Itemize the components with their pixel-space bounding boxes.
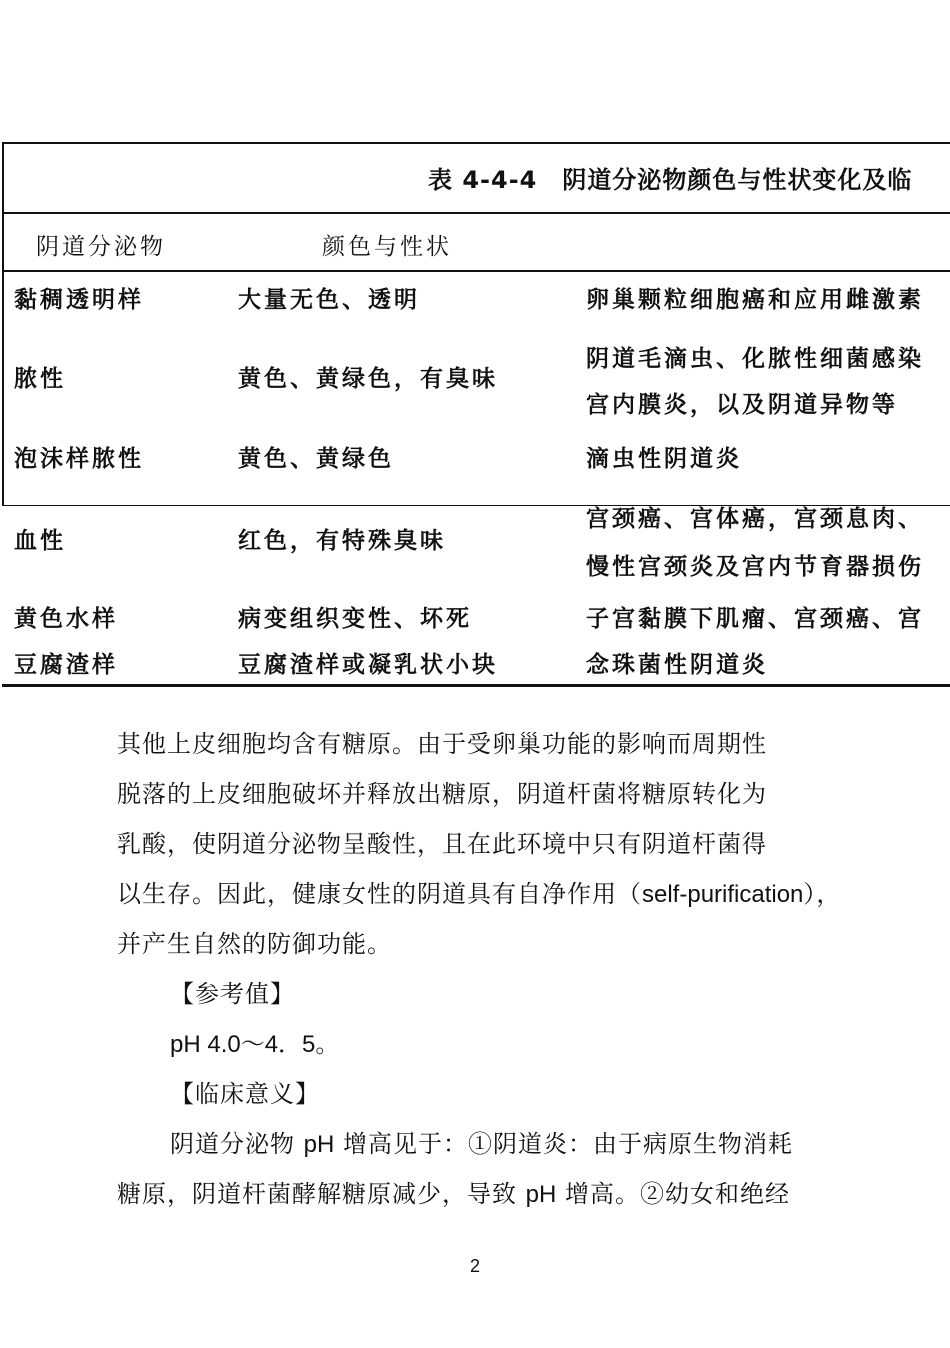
color-description: 豆腐渣样或凝乳状小块 xyxy=(238,652,498,678)
header-top-rule xyxy=(2,212,950,214)
color-description: 大量无色、透明 xyxy=(238,287,420,313)
body-text-segment: ）， xyxy=(803,880,842,908)
page-number: 2 xyxy=(469,1256,480,1276)
body-text-line: 并产生自然的防御功能。 xyxy=(117,930,392,958)
clinical-significance-heading: 【临床意义】 xyxy=(170,1080,320,1108)
body-text-segment: 以生存。因此，健康女性的阴道具有自净作用（ xyxy=(117,880,642,908)
body-text-line: 其他上皮细胞均含有糖原。由于受卵巢功能的影响而周期性 xyxy=(117,730,767,758)
clinical-significance: 阴道毛滴虫、化脓性细菌感染 xyxy=(586,346,924,372)
column-header-color: 颜色与性状 xyxy=(322,234,452,260)
ph-term: pH xyxy=(525,1181,557,1208)
table-title: 表 4-4-4 阴道分泌物颜色与性状变化及临 xyxy=(428,166,913,194)
body-text-segment: 增高见于：①阴道炎：由于病原生物消耗 xyxy=(334,1130,793,1158)
secretion-type: 脓性 xyxy=(14,366,66,392)
secretion-type: 黏稠透明样 xyxy=(14,287,144,313)
column-header-secretion: 阴道分泌物 xyxy=(36,234,166,260)
clinical-significance: 念珠菌性阴道炎 xyxy=(586,652,768,678)
body-text-line xyxy=(117,1174,790,1209)
ph-term: pH xyxy=(303,1131,335,1158)
body-text-segment: 糖原，阴道杆菌酵解糖原减少，导致 xyxy=(117,1180,526,1208)
secretion-type: 黄色水样 xyxy=(14,606,118,632)
clinical-significance: 宫颈癌、宫体癌，宫颈息肉、 xyxy=(586,506,924,532)
clinical-significance: 子宫黏膜下肌瘤、宫颈癌、宫 xyxy=(586,606,924,632)
english-term: self-purification xyxy=(642,881,804,908)
color-description: 红色，有特殊臭味 xyxy=(238,528,446,554)
clinical-significance: 慢性宫颈炎及宫内节育器损伤 xyxy=(586,554,924,580)
body-text-segment: 阴道分泌物 xyxy=(170,1130,304,1158)
secretion-type: 血性 xyxy=(14,528,66,554)
clinical-significance: 卵巢颗粒细胞癌和应用雌激素 xyxy=(586,287,924,313)
reference-value-text: pH 4.0～4．5。 xyxy=(170,1031,340,1058)
scanned-table-frame xyxy=(2,142,950,506)
body-text-segment: 增高。②幼女和绝经 xyxy=(556,1180,790,1208)
clinical-significance: 滴虫性阴道炎 xyxy=(586,446,742,472)
body-text-line: 脱落的上皮细胞破坏并释放出糖原，阴道杆菌将糖原转化为 xyxy=(117,780,767,808)
color-description: 黄色、黄绿色 xyxy=(238,446,394,472)
header-bottom-rule xyxy=(2,270,950,272)
body-text-line xyxy=(170,1124,793,1159)
reference-value-heading: 【参考值】 xyxy=(170,980,295,1008)
body-text-line xyxy=(117,874,841,909)
secretion-type: 豆腐渣样 xyxy=(14,652,118,678)
color-description: 黄色、黄绿色，有臭味 xyxy=(238,366,498,392)
body-text-line: 乳酸，使阴道分泌物呈酸性，且在此环境中只有阴道杆菌得 xyxy=(117,830,767,858)
secretion-type: 泡沫样脓性 xyxy=(14,446,144,472)
color-description: 病变组织变性、坏死 xyxy=(238,606,472,632)
table-bottom-rule xyxy=(2,684,950,687)
clinical-significance: 宫内膜炎，以及阴道异物等 xyxy=(586,392,898,418)
